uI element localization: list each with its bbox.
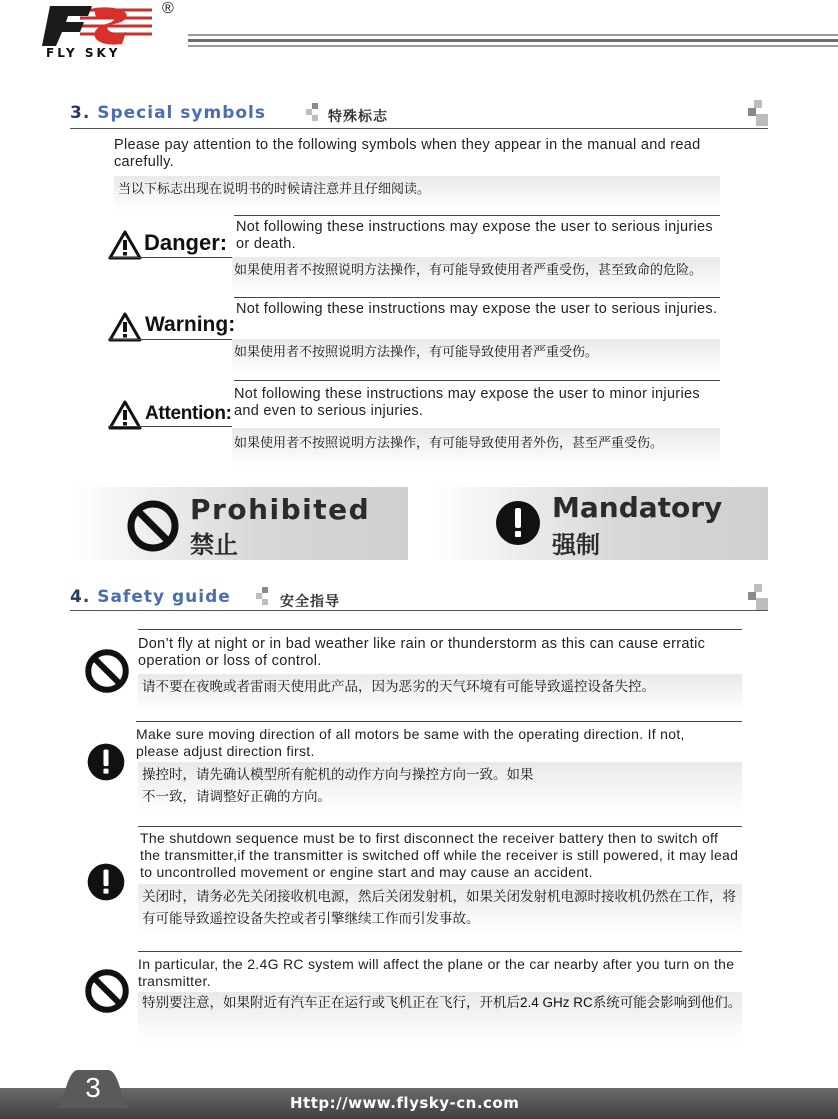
- section-4-title-cn: 安全指导: [280, 594, 340, 610]
- warning-label-underline: [108, 339, 232, 340]
- danger-label: Danger:: [144, 230, 228, 255]
- section-3-title: Special symbols: [97, 103, 266, 123]
- warning-cn-band: [232, 339, 720, 373]
- prohibited-icon: [126, 499, 180, 553]
- prohibited-title: Prohibited: [190, 493, 371, 526]
- heading-square-icon: [312, 115, 318, 121]
- footer-url-link[interactable]: Http://www.flysky-cn.com: [290, 1094, 520, 1112]
- guide-3-top-rule: [138, 826, 742, 827]
- attention-text-en: Not following these instructions may expose the user to minor injuries and even to serious injuries.: [234, 386, 700, 419]
- mandatory-panel: [432, 487, 768, 560]
- attention-cn-band: [232, 428, 720, 468]
- guide-4-text-cn: 特别要注意，如果附近有汽车正在运行或飞机正在飞行，开机后2.4 GHz RC系统可能会影响到他们。: [142, 995, 742, 1010]
- mandatory-icon: [494, 499, 542, 547]
- brand-logo: [40, 2, 162, 58]
- section-3-number: 3.: [70, 103, 91, 123]
- guide-4-cn-band: [138, 992, 742, 1042]
- attention-label: Attention:: [145, 403, 232, 424]
- mandatory-title-cn: 强制: [552, 531, 600, 559]
- danger-top-rule: [234, 215, 720, 216]
- section-4-number: 4.: [70, 587, 91, 607]
- heading-square-icon: [262, 599, 268, 605]
- page-number: 3: [85, 1072, 101, 1103]
- section-3-intro-en: Please pay attention to the following symbols when they appear in the manual and read carefully.: [114, 137, 701, 170]
- danger-cn-band: [232, 257, 720, 295]
- prohibited-title-cn: 禁止: [190, 531, 238, 559]
- prohibited-panel: [72, 487, 408, 560]
- section-3-title-cn: 特殊标志: [328, 109, 388, 125]
- flysky-logo-icon: [40, 2, 152, 48]
- guide-1-text-en: Don’t fly at night or in bad weather like rain or thunderstorm as this can cause erratic operation or loss of control.: [138, 636, 706, 669]
- warning-triangle-icon: [108, 312, 142, 342]
- guide-1-top-rule: [138, 629, 742, 630]
- guide-2-text-cn: 操控时，请先确认模型所有舵机的动作方向与操控方向一致。如果不一致，请调整好正确的方向。: [142, 767, 534, 804]
- guide-3-text-en: The shutdown sequence must be to first disconnect the receiver battery then to switch off the transmitter,if the transmitter is switched off while the receiver is still powered, it may lead to uncontrolled movement or engine start and may cause an accident.: [140, 830, 739, 880]
- corner-squares-icon: [748, 100, 768, 128]
- danger-text-en: Not following these instructions may expose the user to serious injuries or death.: [236, 219, 713, 252]
- attention-top-rule: [234, 380, 720, 381]
- warning-label: Warning:: [145, 313, 236, 336]
- warning-top-rule: [234, 297, 720, 298]
- danger-warning-triangle-icon: [108, 230, 142, 260]
- guide-3-cn-band: [138, 884, 742, 934]
- section-4-underline: [70, 610, 768, 611]
- mandatory-icon: [86, 862, 126, 902]
- guide-4-text-en: In particular, the 2.4G RC system will affect the plane or the car nearby after you turn on the transmitter.: [138, 956, 735, 989]
- heading-square-icon: [312, 103, 318, 109]
- guide-3-text-cn: 关闭时，请务必先关闭接收机电源，然后关闭发射机，如果关闭发射机电源时接收机仍然在工作，将有可能导致遥控设备失控或者引擎继续工作而引发事故。: [142, 889, 736, 926]
- prohibited-icon: [84, 968, 130, 1014]
- danger-text-cn: 如果使用者不按照说明方法操作，有可能导致使用者严重受伤，甚至致命的危险。: [234, 262, 703, 277]
- mandatory-icon: [86, 742, 126, 782]
- guide-1-cn-band: [138, 674, 742, 712]
- prohibited-icon: [84, 648, 130, 694]
- logo-text: FLY SKY: [46, 46, 121, 60]
- warning-text-en: Not following these instructions may expose the user to serious injuries.: [236, 301, 718, 317]
- guide-2-cn-band: [138, 762, 742, 812]
- section-3-underline: [70, 128, 768, 129]
- warning-text-cn: 如果使用者不按照说明方法操作，有可能导致使用者严重受伤。: [234, 344, 599, 359]
- guide-1-text-cn: 请不要在夜晚或者雷雨天使用此产品，因为恶劣的天气环境有可能导致遥控设备失控。: [142, 679, 655, 694]
- header-divider: [188, 34, 838, 48]
- section-3-heading: [70, 103, 388, 125]
- section-4-title: Safety guide: [97, 587, 231, 607]
- section-3-intro-band: [114, 176, 720, 210]
- section-3-intro-cn: 当以下标志出现在说明书的时候请注意并且仔细阅读。: [118, 181, 431, 196]
- attention-text-cn: 如果使用者不按照说明方法操作，有可能导致使用者外伤，甚至严重受伤。: [234, 435, 664, 450]
- heading-square-icon: [262, 587, 268, 593]
- corner-squares-icon: [748, 584, 768, 612]
- attention-label-underline: [108, 426, 232, 427]
- mandatory-title: Mandatory: [552, 491, 723, 524]
- guide-2-top-rule: [136, 721, 742, 722]
- guide-2-text-en: Make sure moving direction of all motors be same with the operating direction. If not, please adjust direction first.: [136, 726, 685, 759]
- guide-4-top-rule: [138, 951, 742, 952]
- registered-mark: ®: [162, 0, 174, 17]
- danger-label-underline: [108, 257, 232, 258]
- section-4-heading: [70, 587, 340, 610]
